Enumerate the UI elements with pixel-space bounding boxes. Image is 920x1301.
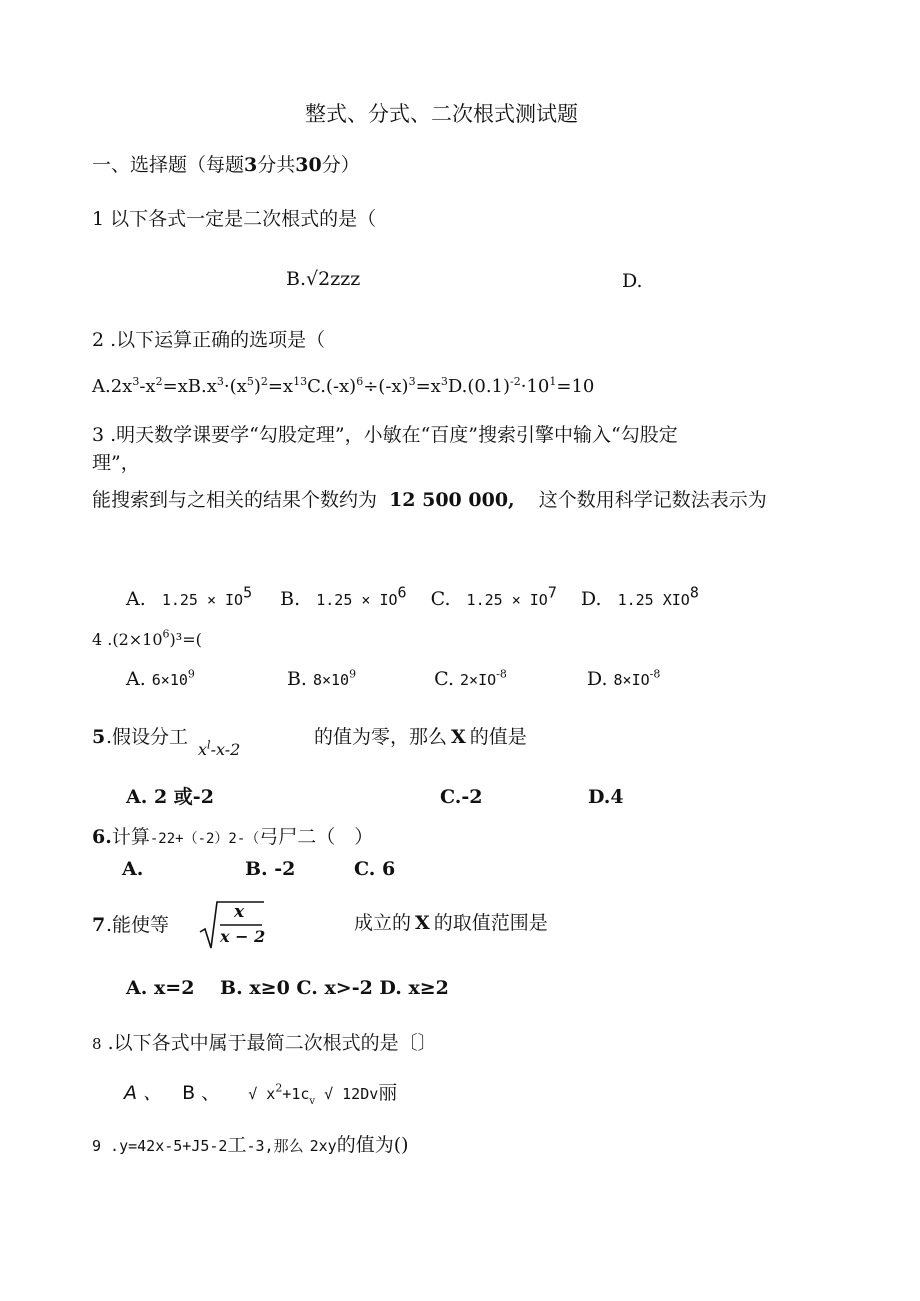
q5-denom-x: x: [198, 740, 208, 759]
q8-stem-text: .以下各式中属于最简二次根式的是〔〕: [107, 1032, 437, 1054]
q2-text: ÷(-x): [363, 376, 409, 397]
q6-option-b: B. -2: [245, 858, 296, 880]
q3-exp-d: 8: [689, 583, 699, 602]
q7-tail-text: 成立的: [354, 912, 412, 934]
q1-option-b: B.√2zzz: [286, 268, 361, 290]
q4-stem-exp: 6: [162, 627, 170, 641]
q5-number: 5: [92, 726, 106, 748]
q8-expression-rest: +1c: [282, 1085, 310, 1103]
q6-expression: -22+（-2）2-（: [149, 831, 260, 847]
q3-exp-b: 6: [397, 583, 407, 602]
q5-tail-text: 的值为零，那么: [314, 726, 448, 748]
q5-stem: .假设分工: [106, 726, 189, 748]
q9-stem: [92, 1134, 409, 1157]
q2-text: =x: [415, 376, 441, 397]
q3-line1: 3 .明天数学课要学“勾股定理”，小敏在“百度”搜索引擎中输入“勾股定: [92, 424, 678, 446]
q4-exp-c: -8: [496, 667, 507, 681]
q9-number: 9: [92, 1137, 102, 1155]
q6-stem-text: 计算: [111, 826, 150, 848]
page-title: 整式、分式、二次根式测试题: [305, 102, 578, 126]
q4-stem-end: )³=(: [169, 630, 202, 649]
q9-variable: 2xy: [309, 1137, 337, 1155]
q9-stem-text: .y=42x-5+J5-2: [101, 1137, 228, 1155]
q5-option-c: C.-2: [440, 786, 483, 808]
q4-option-b: B.: [286, 668, 307, 690]
q6-stem: [92, 826, 373, 849]
q2-sup: -2: [510, 375, 521, 388]
q4-value-b: 8×10: [312, 671, 350, 689]
q4-stem-text: 4 .(2×10: [92, 630, 163, 649]
q7-tail-text2: 的取值范围是: [433, 912, 548, 934]
q4-value-d: 8×IO: [613, 671, 650, 689]
q2-sup: 1: [549, 375, 557, 388]
q4-option-c: C.: [434, 668, 455, 690]
q3-option-d: D.: [580, 588, 602, 610]
q3-option-b: B.: [280, 588, 301, 610]
q2-text: D.(0.1): [447, 376, 511, 397]
section-suffix: 分）: [321, 154, 360, 176]
q2-text: C.(-x): [307, 376, 357, 397]
q7-number: 7: [92, 914, 106, 936]
section-prefix: 一、选择题（每题: [92, 154, 245, 176]
q2-text: =10: [556, 376, 595, 397]
q8-stem: [92, 1032, 437, 1055]
q3-line2: 理”，: [92, 452, 140, 474]
q5-option-a: A. 2 或-2: [126, 786, 214, 808]
q2-sup: 13: [293, 375, 308, 388]
section-points: 3: [244, 154, 258, 176]
q3-exp-c: 7: [547, 583, 557, 602]
q3-options: [126, 583, 699, 611]
q3-value-b: 1.25 × IO: [316, 591, 398, 609]
q3-exp-a: 5: [243, 583, 253, 602]
q4-value-a: 6×10: [151, 671, 188, 689]
q2-text: -x: [139, 376, 156, 397]
q9-mid: 工: [227, 1134, 247, 1156]
q5-denominator: [198, 740, 240, 759]
q7-tail: [354, 912, 548, 935]
q8-option-b: B 、: [182, 1082, 221, 1104]
q2-stem: 2 .以下运算正确的选项是（: [92, 329, 326, 351]
q3-line3-b: 这个数用科学记数法表示为: [538, 489, 767, 511]
q8-number: 8: [92, 1035, 102, 1053]
q3-value-d: 1.25 XIO: [617, 591, 690, 609]
q4-option-d: D.: [586, 668, 608, 690]
q6-option-c: C. 6: [354, 858, 396, 880]
q2-sup: 3: [440, 375, 448, 388]
q8-expression: √ x: [248, 1085, 276, 1103]
q2-sup: 2: [260, 375, 268, 388]
q3-number: 12 500 000,: [389, 489, 515, 511]
q7-sqrt-numerator: x: [234, 902, 245, 922]
q1-stem: 1 以下各式一定是二次根式的是（: [92, 208, 377, 230]
q2-sup: 5: [246, 375, 254, 388]
q5-option-d: D.4: [588, 786, 624, 808]
q3-line3-a: 能搜索到与之相关的结果个数约为: [92, 489, 378, 511]
q2-sup: 6: [356, 375, 364, 388]
q2-text: =x: [267, 376, 294, 397]
q8-expression-sub: v: [309, 1095, 316, 1107]
q2-sup: 2: [155, 375, 163, 388]
q1-option-d: D.: [622, 270, 643, 292]
q2-options: [92, 376, 594, 398]
q2-text: ): [253, 376, 261, 397]
q6-option-a: A.: [122, 858, 144, 880]
q3-option-c: C.: [430, 588, 451, 610]
q5-tail: [314, 726, 527, 749]
q8-expression-exp: 2: [275, 1081, 283, 1095]
q9-tail: 的值为(): [336, 1134, 409, 1156]
q7-sqrt-expression: [198, 898, 266, 950]
q3-line3: [92, 489, 767, 512]
section-total: 30: [295, 154, 322, 176]
q7-variable: X: [415, 912, 430, 934]
q6-number: 6.: [92, 826, 112, 848]
q2-sup: 3: [132, 375, 140, 388]
q8-tail: 丽: [378, 1082, 398, 1104]
q7-stem: .能使等: [106, 914, 170, 936]
q4-option-a: A.: [126, 668, 146, 690]
q2-text: ·10: [520, 376, 550, 397]
q2-sup: 3: [408, 375, 416, 388]
q4-value-c: 2×IO: [460, 671, 497, 689]
q6-tail: 弓尸二（ ）: [259, 826, 374, 848]
q8-option-a: A 、: [124, 1082, 163, 1104]
q2-text: A.2x: [92, 376, 133, 397]
q9-rest: -3,那么: [246, 1137, 304, 1155]
q3-value-a: 1.25 × IO: [161, 591, 244, 609]
q4-stem: [92, 628, 202, 651]
q5-tail-text2: 的值是: [469, 726, 527, 748]
q3-option-a: A.: [126, 588, 146, 610]
q2-text: ·(x: [223, 376, 247, 397]
q2-text: =xB.x: [162, 376, 217, 397]
q4-options: [126, 668, 660, 691]
section-mid: 分共: [257, 154, 296, 176]
q7-options: A. x=2 B. x≥0 C. x>-2 D. x≥2: [126, 977, 449, 999]
q2-sup: 3: [216, 375, 224, 388]
q5-variable: X: [451, 726, 466, 748]
section-heading: [92, 154, 360, 177]
q5-denom-exp: l: [207, 738, 211, 752]
q4-exp-d: -8: [649, 667, 661, 681]
q8-expression-rest2: √ 12Dv: [315, 1085, 379, 1103]
q5-denom-rest: -x-2: [210, 740, 241, 759]
q8-options: [124, 1082, 397, 1108]
q4-exp-b: 9: [349, 667, 357, 681]
q7-sqrt-denominator: x − 2: [220, 927, 266, 946]
q3-value-c: 1.25 × IO: [466, 591, 548, 609]
q4-exp-a: 9: [187, 667, 195, 681]
